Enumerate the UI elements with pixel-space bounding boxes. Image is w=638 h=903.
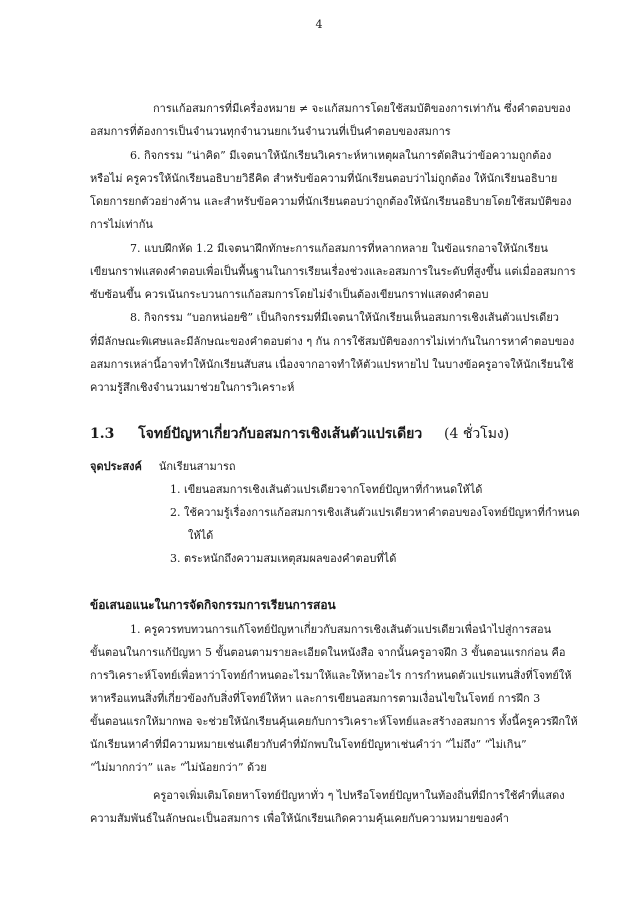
suggestion-line: ขั้นตอนในการแก้ปัญหา 5 ขั้นตอนตามรายละเอียดในหนังสือ จากนั้นครูอาจฝึก 3 ขั้นตอนแรกก่อน คือ (90, 646, 566, 659)
objectives-label: จุดประสงค์ (90, 460, 142, 473)
suggestion-line: “ไม่มากกว่า” และ “ไม่น้อยกว่า” ด้วย (90, 761, 267, 774)
body-line: การไม่เท่ากัน (90, 218, 153, 231)
body-line: 8. กิจกรรม “บอกหน่อยซิ” เป็นกิจกรรมที่มีเจตนาให้นักเรียนเห็นอสมการเชิงเส้นตัวแปรเดียว (130, 311, 559, 324)
body-line: หรือไม่ ครูควรให้นักเรียนอธิบายวิธีคิด สำหรับข้อความที่นักเรียนตอบว่าไม่ถูกต้อง ให้นักเรียนอธิบาย (90, 172, 558, 185)
page-number: 4 (315, 18, 323, 31)
section-number: 1.3 (90, 426, 115, 442)
suggestion-line: 1. ครูควรทบทวนการแก้โจทย์ปัญหาเกี่ยวกับสมการเชิงเส้นตัวแปรเดียวเพื่อนำไปสู่การสอน (130, 623, 552, 636)
suggestion-line: ความสัมพันธ์ในลักษณะเป็นอสมการ เพื่อให้นักเรียนเกิดความคุ้นเคยกับความหมายของคำ (90, 812, 509, 825)
objective-item: 1. เขียนอสมการเชิงเส้นตัวแปรเดียวจากโจทย์ปัญหาที่กำหนดให้ได้ (170, 483, 483, 496)
body-line: อสมการที่ต้องการเป็นจำนวนทุกจำนวนยกเว้นจำนวนที่เป็นคำตอบของสมการ (90, 125, 451, 138)
suggestion-line: นักเรียนหาคำที่มีความหมายเช่นเดียวกับคำที่มักพบในโจทย์ปัญหาเช่นคำว่า “ไม่ถึง” “ไม่เกิน” (90, 738, 527, 751)
body-line: 6. กิจกรรม “น่าคิด” มีเจตนาให้นักเรียนวิเคราะห์หาเหตุผลในการตัดสินว่าข้อความถูกต้อง (130, 149, 552, 162)
body-line: เขียนกราฟแสดงคำตอบเพื่อเป็นพื้นฐานในการเรียนเรื่องช่วงและอสมการในระดับที่สูงขึ้น แต่เมื่ออสมการ (90, 265, 576, 278)
body-line: ซับซ้อนขึ้น ควรเน้นกระบวนการแก้อสมการโดยไม่จำเป็นต้องเขียนกราฟแสดงคำตอบ (90, 288, 489, 301)
suggestions-heading: ข้อเสนอแนะในการจัดกิจกรรมการเรียนการสอน (90, 598, 336, 612)
body-line: ที่มีลักษณะพิเศษและมีลักษณะของคำตอบต่าง ๆ กัน การใช้สมบัติของการไม่เท่ากันในการหาคำตอบของ (90, 335, 575, 348)
body-line: ความรู้สึกเชิงจำนวนมาช่วยในการวิเคราะห์ (90, 381, 295, 394)
section-heading (90, 423, 509, 445)
section-hours: (4 ชั่วโมง) (444, 426, 510, 442)
body-line: การแก้อสมการที่มีเครื่องหมาย ≠ จะแก้สมการโดยใช้สมบัติของการเท่ากัน ซึ่งคำตอบของ (153, 102, 571, 115)
section-title: โจทย์ปัญหาเกี่ยวกับอสมการเชิงเส้นตัวแปรเดียว (138, 426, 423, 442)
objective-item: 3. ตระหนักถึงความสมเหตุสมผลของคำตอบที่ได้ (170, 552, 397, 565)
body-line: อสมการเหล่านี้อาจทำให้นักเรียนสับสน เนื่องจากอาจทำให้ตัวแปรหายไป ในบางข้อครูอาจให้นักเรียนใช้ (90, 358, 574, 371)
suggestion-line: หาหรือแทนสิ่งที่เกี่ยวข้องกับสิ่งที่โจทย์ให้หา และการเขียนอสมการตามเงื่อนไขในโจทย์ การฝึก 3 (90, 692, 541, 705)
body-line: โดยการยกตัวอย่างค้าน และสำหรับข้อความที่นักเรียนตอบว่าถูกต้องให้นักเรียนอธิบายโดยใช้สมบัติของ (90, 195, 572, 208)
suggestion-line: การวิเคราะห์โจทย์เพื่อหาว่าโจทย์กำหนดอะไรมาให้และให้หาอะไร การกำหนดตัวแปรแทนสิ่งที่โจทย์ให้ (90, 669, 572, 682)
objectives-row (90, 459, 236, 474)
objective-item: 2. ใช้ความรู้เรื่องการแก้อสมการเชิงเส้นตัวแปรเดียวหาคำตอบของโจทย์ปัญหาที่กำหนด (170, 506, 580, 519)
body-line: 7. แบบฝึกหัด 1.2 มีเจตนาฝึกทักษะการแก้อสมการที่หลากหลาย ในข้อแรกอาจให้นักเรียน (130, 242, 548, 255)
suggestion-line: ขั้นตอนแรกให้มากพอ จะช่วยให้นักเรียนคุ้นเคยกับการวิเคราะห์โจทย์และสร้างอสมการ ทั้งนี้ครูควรฝึกให้ (90, 715, 578, 728)
objectives-intro: นักเรียนสามารถ (158, 460, 236, 473)
suggestion-line: ครูอาจเพิ่มเติมโดยหาโจทย์ปัญหาทั่ว ๆ ไปหรือโจทย์ปัญหาในท้องถิ่นที่มีการใช้คำที่แสดง (153, 789, 565, 802)
objective-item-continued: ให้ได้ (188, 529, 214, 542)
